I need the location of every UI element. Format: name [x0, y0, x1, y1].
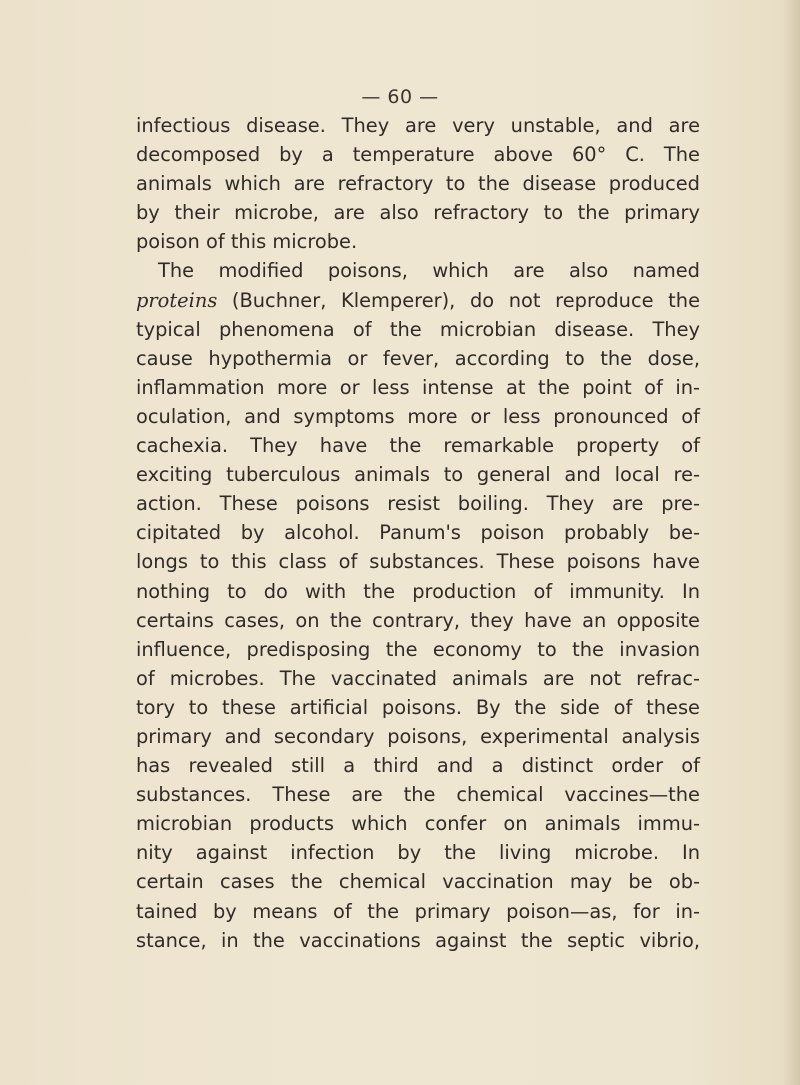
text-line	[136, 664, 700, 693]
line-text: (Buchner, Klemperer), do not reproduce the	[217, 288, 700, 312]
text-line	[136, 489, 700, 518]
line-text: longs to this class of substances. These poisons have	[136, 550, 700, 574]
line-text: cause hypothermia or fever, according to the dose,	[136, 346, 700, 370]
text-line	[136, 838, 700, 867]
line-text: typical phenomena of the microbian disease. They	[136, 317, 700, 341]
line-text: has revealed still a third and a distinct order of	[136, 754, 700, 778]
text-line	[136, 402, 700, 431]
line-text: by their microbe, are also refractory to the primary	[136, 201, 700, 225]
text-line	[136, 547, 700, 576]
line-text: primary and secondary poisons, experimental analysis	[136, 724, 700, 748]
text-line	[136, 897, 700, 926]
line-text: stance, in the vaccinations against the septic vibrio,	[136, 928, 700, 952]
text-line	[136, 809, 700, 838]
line-text: cipitated by alcohol. Panum's poison probably be-	[136, 521, 700, 545]
italic-term: proteins	[136, 288, 218, 312]
text-line	[136, 460, 700, 489]
text-line	[136, 140, 700, 169]
text-line	[136, 722, 700, 751]
text-line	[136, 344, 700, 373]
line-text: cachexia. They have the remarkable property of	[136, 434, 700, 458]
line-text: animals which are refractory to the disease produced	[136, 172, 700, 196]
text-line	[136, 198, 700, 227]
line-text: tained by means of the primary poison—as, for in-	[136, 899, 700, 923]
line-text: nothing to do with the production of immunity. In	[136, 579, 700, 603]
text-line	[136, 431, 700, 460]
line-text: action. These poisons resist boiling. They are pre-	[136, 492, 700, 516]
line-text: inflammation more or less intense at the point of in-	[136, 375, 700, 399]
text-line	[136, 373, 700, 402]
text-line	[136, 256, 700, 285]
line-text: decomposed by a temperature above 60° C. The	[136, 143, 700, 167]
line-text: nity against infection by the living microbe. In	[136, 841, 700, 865]
text-line	[136, 693, 700, 722]
body-text	[136, 111, 700, 955]
line-text: infectious disease. They are very unstable, and are	[136, 114, 700, 137]
text-line	[136, 926, 700, 955]
text-line	[136, 751, 700, 780]
text-line	[136, 315, 700, 344]
text-line	[136, 780, 700, 809]
text-line	[136, 227, 700, 256]
text-line	[136, 867, 700, 896]
line-text: substances. These are the chemical vaccines—the	[136, 783, 700, 807]
line-text: exciting tuberculous animals to general and local re-	[136, 463, 700, 487]
page-edge-shadow	[782, 0, 800, 1085]
text-line	[136, 518, 700, 547]
text-line	[136, 635, 700, 664]
text-line	[136, 606, 700, 635]
line-text: The modified poisons, which are also named	[158, 259, 700, 283]
text-line	[136, 169, 700, 198]
text-line	[136, 577, 700, 606]
line-text: certain cases the chemical vaccination may be ob-	[136, 870, 700, 894]
page-number-header: — 60 —	[361, 86, 439, 108]
line-text: oculation, and symptoms more or less pronounced of	[136, 404, 700, 428]
text-line	[136, 286, 700, 315]
line-text: tory to these artificial poisons. By the side of these	[136, 695, 700, 719]
line-text: of microbes. The vaccinated animals are not refrac-	[136, 666, 700, 690]
text-line	[136, 111, 700, 140]
line-text: poison of this microbe.	[136, 230, 358, 254]
line-text: influence, predisposing the economy to the invasion	[136, 637, 700, 661]
line-text: microbian products which confer on animals immu-	[136, 812, 700, 836]
line-text: certains cases, on the contrary, they have an opposite	[136, 608, 700, 632]
